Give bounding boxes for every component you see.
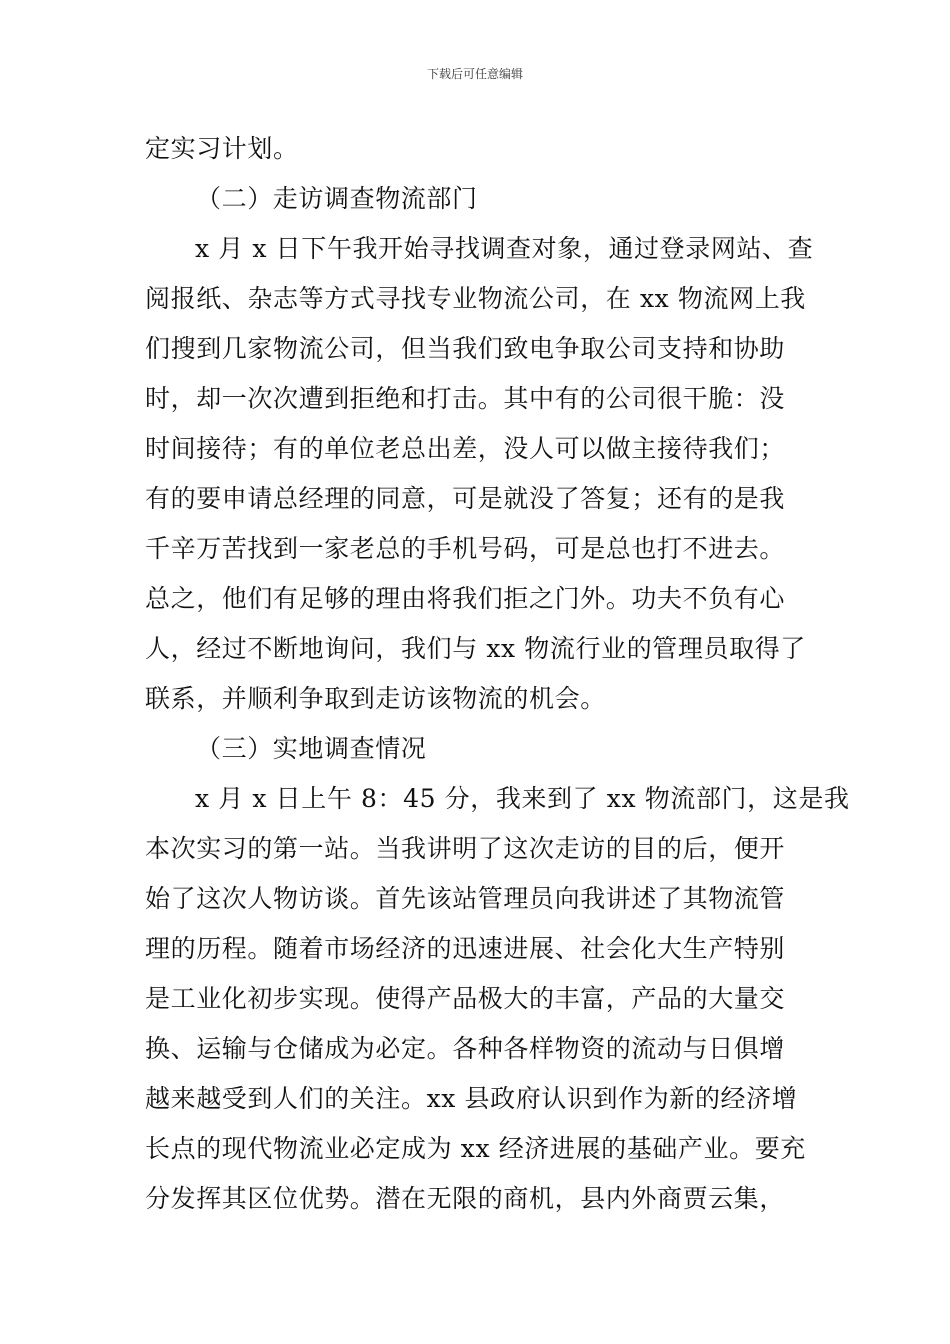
- text-line-22: 分发挥其区位优势。潜在无限的商机，县内外商贾云集，: [145, 1184, 786, 1213]
- text-line-5: 们搜到几家物流公司，但当我们致电争取公司支持和协助: [145, 334, 786, 363]
- text-line-16: 始了这次人物访谈。首先该站管理员向我讲述了其物流管: [145, 884, 786, 913]
- text-line-14: x 月 x 日上午 8：45 分，我来到了 xx 物流部门，这是我: [195, 784, 850, 813]
- text-line-11: 人，经过不断地询问，我们与 xx 物流行业的管理员取得了: [145, 634, 806, 663]
- text-line-20: 越来越受到人们的关注。xx 县政府认识到作为新的经济增: [145, 1084, 798, 1113]
- text-line-6: 时，却一次次遭到拒绝和打击。其中有的公司很干脆：没: [145, 384, 786, 413]
- text-line-15: 本次实习的第一站。当我讲明了这次走访的目的后，便开: [145, 834, 786, 863]
- text-line-21: 长点的现代物流业必定成为 xx 经济进展的基础产业。要充: [145, 1134, 806, 1163]
- text-line-3: x 月 x 日下午我开始寻找调查对象，通过登录网站、查: [195, 234, 814, 263]
- text-line-7: 时间接待；有的单位老总出差，没人可以做主接待我们；: [145, 434, 786, 463]
- text-line-10: 总之，他们有足够的理由将我们拒之门外。功夫不负有心: [145, 584, 786, 613]
- text-line-9: 千辛万苦找到一家老总的手机号码，可是总也打不进去。: [145, 534, 786, 563]
- section-heading-2: （二）走访调查物流部门: [196, 184, 478, 213]
- text-line-12: 联系，并顺利争取到走访该物流的机会。: [145, 684, 606, 713]
- section-heading-3: （三）实地调查情况: [196, 734, 427, 763]
- text-line-19: 换、运输与仓储成为必定。各种各样物资的流动与日俱增: [145, 1034, 786, 1063]
- text-line-18: 是工业化初步实现。使得产品极大的丰富，产品的大量交: [145, 984, 786, 1013]
- text-line-1: 定实习计划。: [145, 134, 299, 163]
- text-line-4: 阅报纸、杂志等方式寻找专业物流公司，在 xx 物流网上我: [145, 284, 806, 313]
- text-line-8: 有的要申请总经理的同意，可是就没了答复；还有的是我: [145, 484, 786, 513]
- text-line-17: 理的历程。随着市场经济的迅速进展、社会化大生产特别: [145, 934, 786, 963]
- page-header: 下载后可任意编辑: [426, 67, 523, 81]
